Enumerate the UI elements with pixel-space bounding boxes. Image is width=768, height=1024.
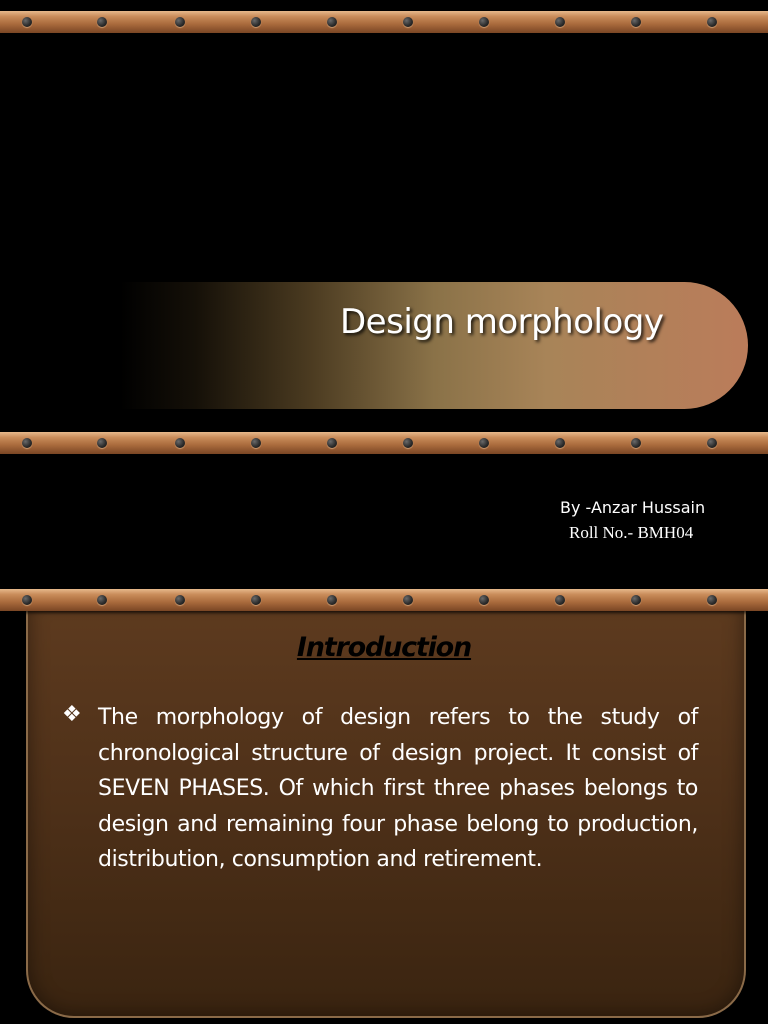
rivet-icon bbox=[479, 438, 489, 448]
rivet-icon bbox=[479, 17, 489, 27]
rivet-icon bbox=[22, 438, 32, 448]
rivet-icon bbox=[327, 438, 337, 448]
rivet-icon bbox=[555, 438, 565, 448]
rivet-icon bbox=[175, 595, 185, 605]
rivet-icon bbox=[403, 17, 413, 27]
rivet-icon bbox=[555, 595, 565, 605]
rivet-icon bbox=[97, 438, 107, 448]
rivet-icon bbox=[403, 595, 413, 605]
rivet-icon bbox=[555, 17, 565, 27]
rivet-icon bbox=[22, 17, 32, 27]
lower-copper-bar bbox=[0, 589, 768, 611]
roll-number: Roll No.- BMH04 bbox=[569, 523, 694, 542]
rivet-icon bbox=[251, 595, 261, 605]
rivet-icon bbox=[327, 17, 337, 27]
rivet-icon bbox=[175, 438, 185, 448]
top-copper-bar bbox=[0, 11, 768, 33]
intro-paragraph: The morphology of design refers to the study of chronological structure of design project. It consist of SEVEN PHASES. Of which first three phases belongs to design and remaining four phase belong to production, distribution, consumption and retirement. bbox=[98, 705, 698, 872]
section-heading: Introduction bbox=[296, 632, 472, 663]
middle-copper-bar bbox=[0, 432, 768, 454]
rivet-icon bbox=[707, 438, 717, 448]
rivet-icon bbox=[707, 17, 717, 27]
rivet-icon bbox=[251, 17, 261, 27]
rivet-icon bbox=[22, 595, 32, 605]
rivet-icon bbox=[631, 17, 641, 27]
rivet-icon bbox=[403, 438, 413, 448]
rivet-icon bbox=[707, 595, 717, 605]
rivet-icon bbox=[251, 438, 261, 448]
rivet-icon bbox=[175, 17, 185, 27]
author-name: By -Anzar Hussain bbox=[560, 498, 706, 517]
slide-title: Design morphology bbox=[340, 302, 664, 342]
rivet-icon bbox=[97, 595, 107, 605]
diamond-bullet-icon: ❖ bbox=[62, 702, 82, 727]
rivet-icon bbox=[327, 595, 337, 605]
rivet-icon bbox=[631, 438, 641, 448]
rivet-icon bbox=[479, 595, 489, 605]
rivet-icon bbox=[631, 595, 641, 605]
rivet-icon bbox=[97, 17, 107, 27]
